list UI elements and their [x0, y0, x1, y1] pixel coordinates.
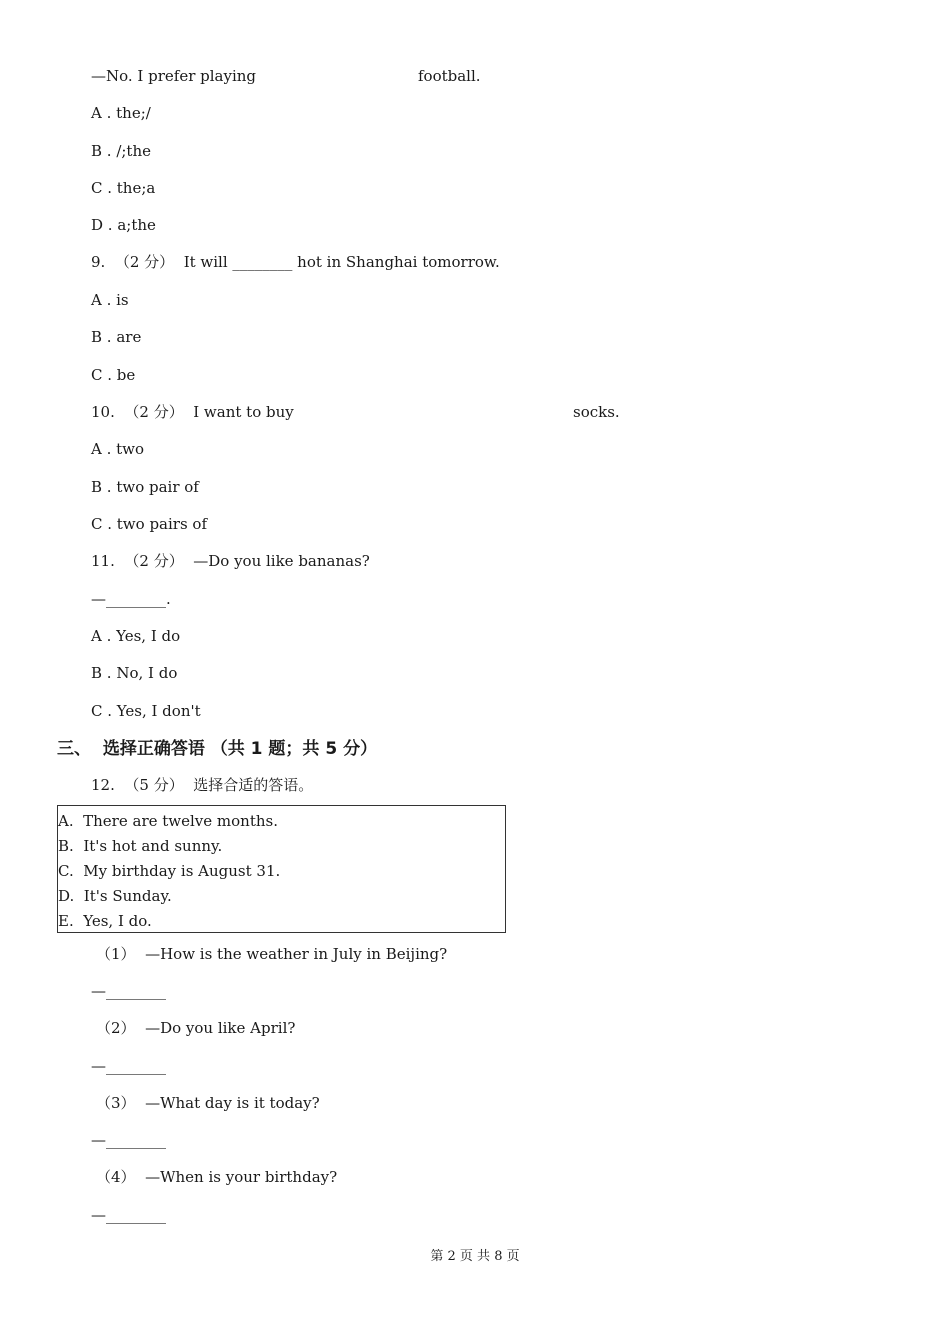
q10-stem-suffix: socks. [573, 403, 620, 421]
q12-box-option-e: E. Yes, I do. [58, 912, 152, 930]
q12-stem: 12. （5 分） 选择合适的答语。 [91, 776, 314, 794]
q12-sub-3-question: （3） —What day is it today? [96, 1094, 320, 1112]
q12-sub-1-blank: —________ [91, 982, 166, 1000]
q10-option-c: C . two pairs of [91, 515, 208, 533]
q12-options-box [57, 805, 506, 933]
q8-stem-prefix: —No. I prefer playing [91, 67, 257, 85]
q12-sub-4-blank: —________ [91, 1206, 166, 1224]
q9-stem: 9. （2 分） It will ________ hot in Shanghai tomorrow. [91, 253, 500, 271]
q12-box-option-b: B. It's hot and sunny. [58, 837, 223, 855]
q8-option-b: B . /;the [91, 142, 151, 160]
q12-sub-2-question: （2） —Do you like April? [96, 1019, 296, 1037]
page-number-footer: 第 2 页 共 8 页 [430, 1249, 520, 1264]
q8-stem-suffix: football. [418, 67, 481, 85]
q11-option-a: A . Yes, I do [91, 627, 181, 645]
q10-stem-prefix: 10. （2 分） I want to buy [91, 403, 294, 421]
q8-option-a: A . the;/ [91, 104, 151, 122]
q12-box-option-d: D. It's Sunday. [58, 887, 172, 905]
q12-sub-3-blank: —________ [91, 1131, 166, 1149]
q11-answer-line: —________. [91, 590, 171, 608]
q12-sub-1-question: （1） —How is the weather in July in Beijing? [96, 945, 448, 963]
section-3-title: 三、 选择正确答语 （共 1 题；共 5 分） [57, 739, 378, 759]
q11-option-c: C . Yes, I don't [91, 702, 201, 720]
q9-option-a: A . is [91, 291, 129, 309]
q12-box-option-c: C. My birthday is August 31. [58, 862, 281, 880]
q11-stem: 11. （2 分） —Do you like bananas? [91, 552, 370, 570]
q8-option-d: D . a;the [91, 216, 156, 234]
q9-option-c: C . be [91, 366, 136, 384]
q12-box-option-a: A. There are twelve months. [58, 812, 278, 830]
q10-option-b: B . two pair of [91, 478, 199, 496]
q11-option-b: B . No, I do [91, 664, 178, 682]
q12-sub-4-question: （4） —When is your birthday? [96, 1168, 338, 1186]
q8-option-c: C . the;a [91, 179, 156, 197]
q10-option-a: A . two [91, 440, 145, 458]
q12-sub-2-blank: —________ [91, 1057, 166, 1075]
q9-option-b: B . are [91, 328, 142, 346]
